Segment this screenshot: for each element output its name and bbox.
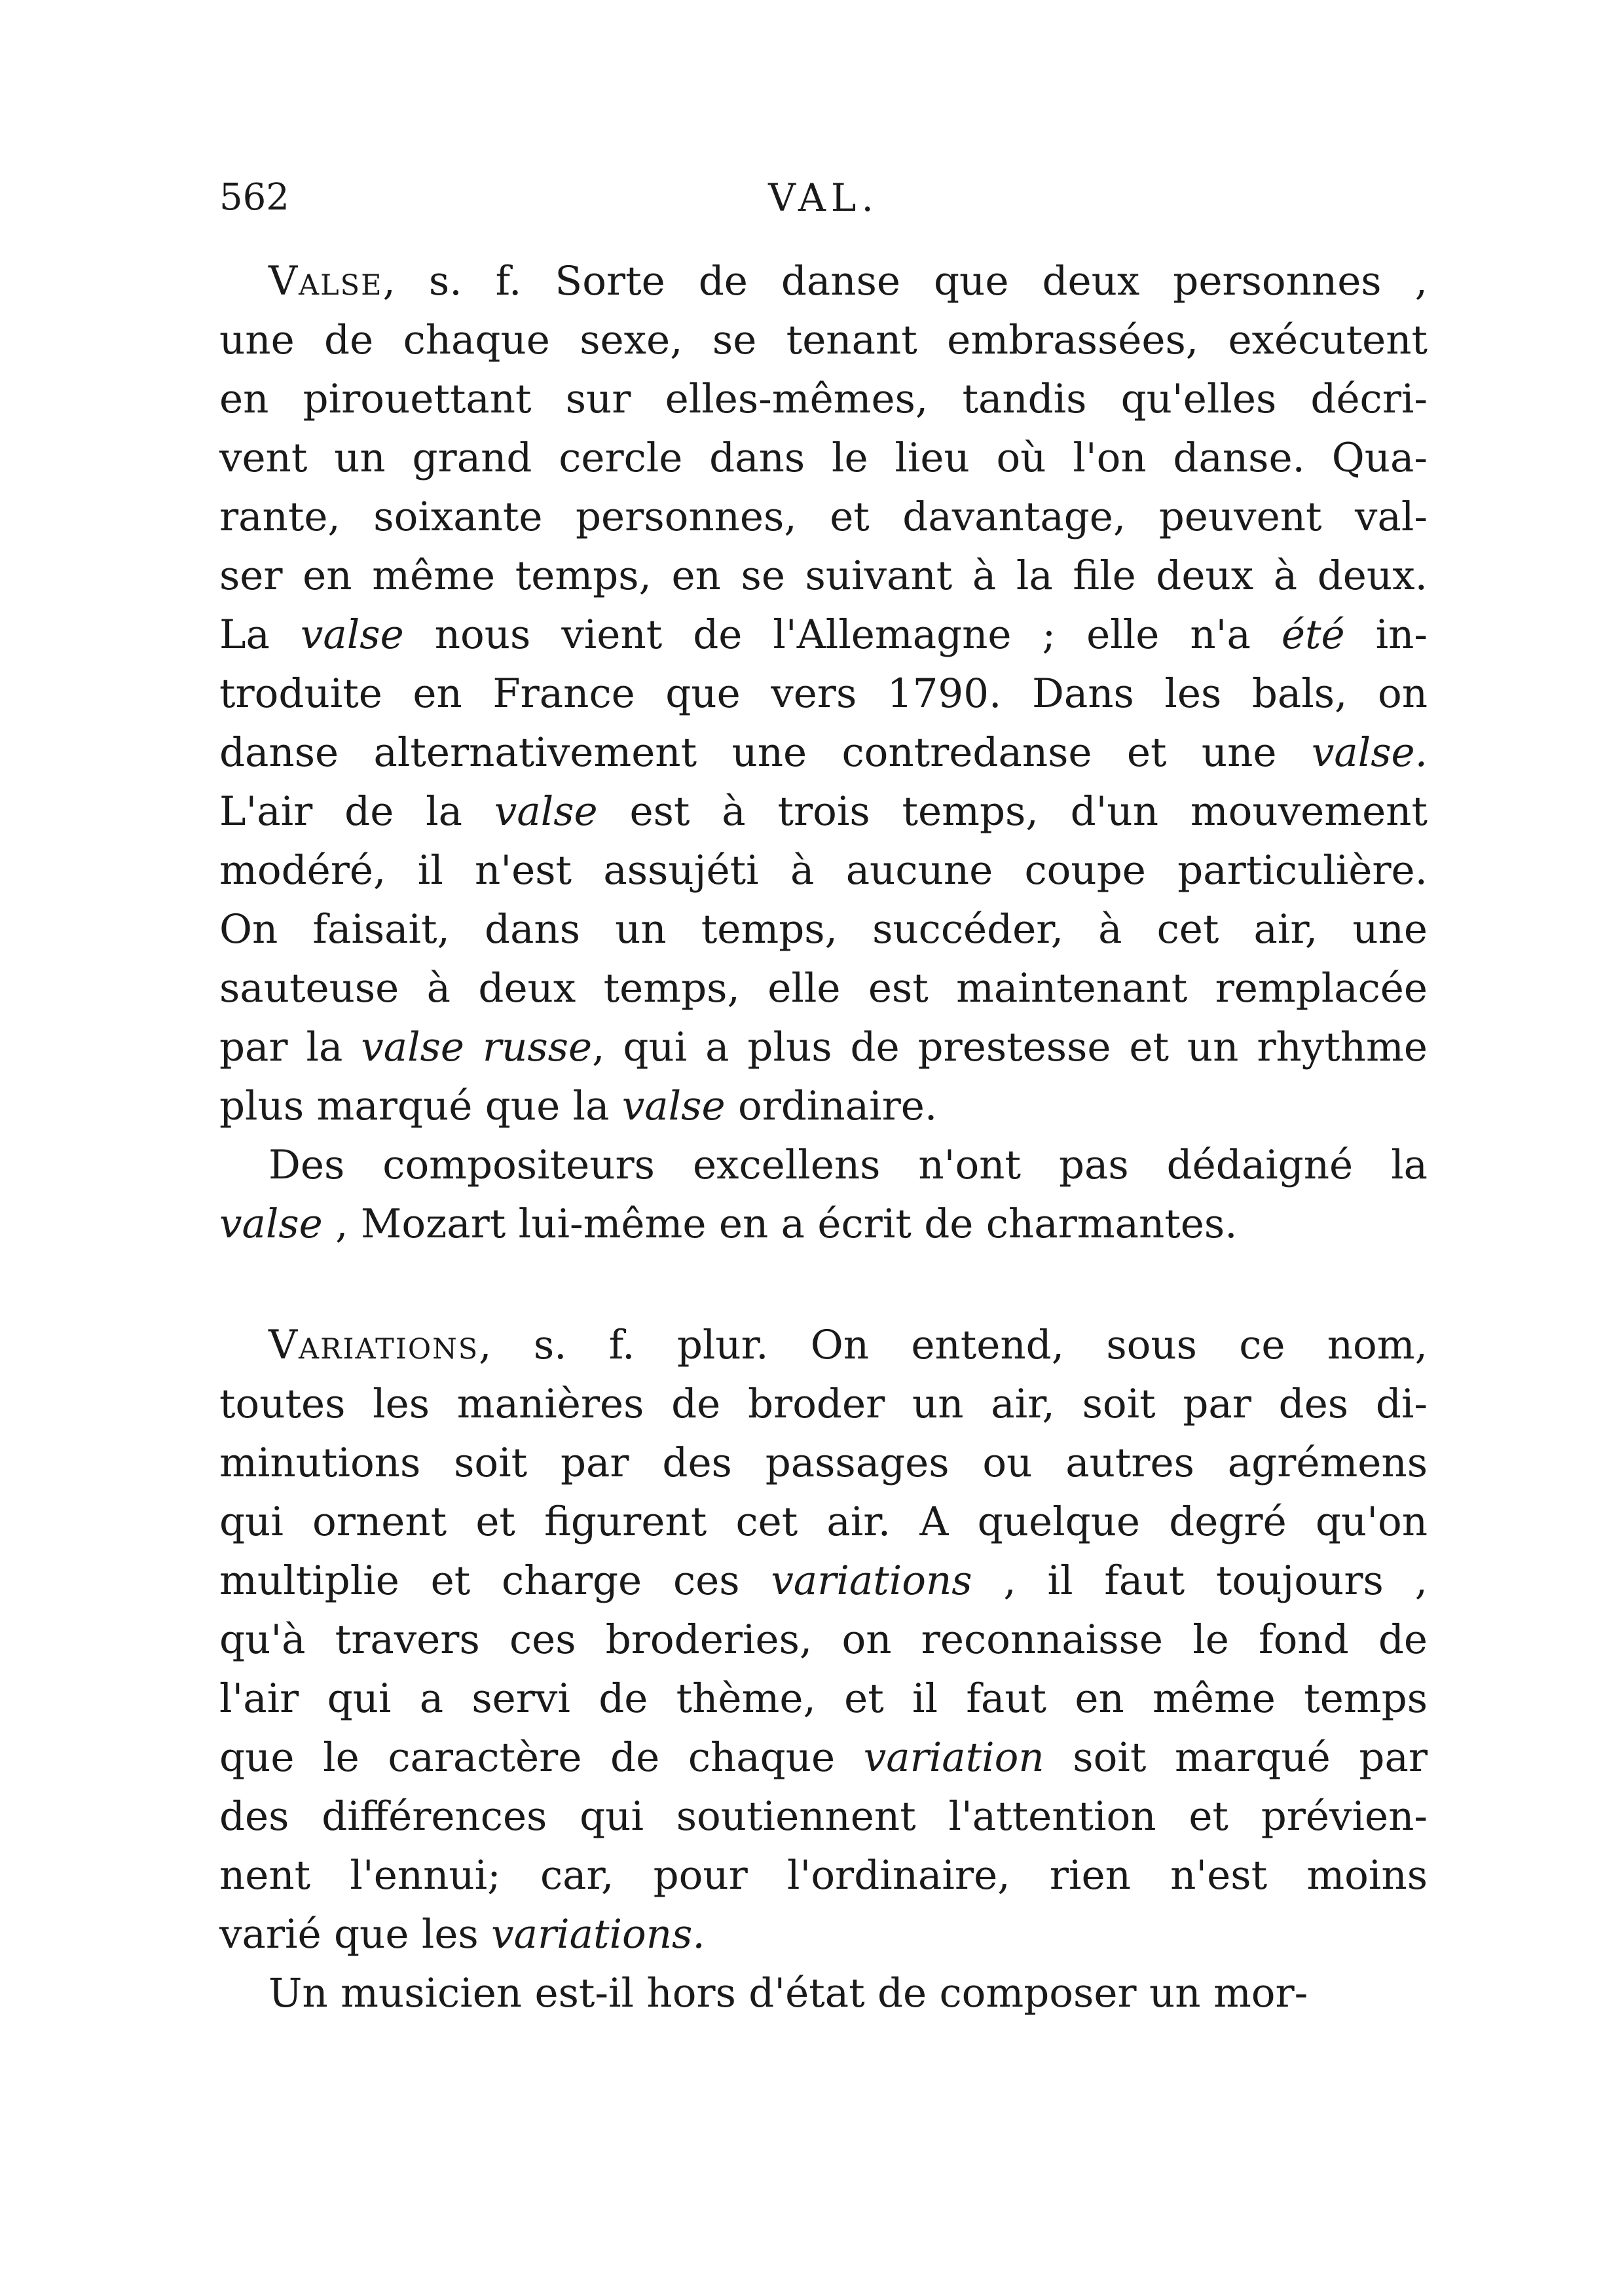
text-line <box>219 1846 1428 1905</box>
text-run: Un musicien est-il hors d'état de composer un mor- <box>268 1970 1308 2016</box>
text-run: que le caractère de chaque <box>219 1734 864 1781</box>
text-run: troduite en France que vers 1790. Dans les bals, on <box>219 670 1428 717</box>
text-line <box>219 782 1428 841</box>
text-run: toutes les manières de broder un air, soit par des di- <box>219 1381 1428 1427</box>
text-run: , s. f. Sorte de danse que deux personnes , <box>382 258 1428 304</box>
text-line <box>219 1964 1428 2023</box>
italic-term: variations. <box>491 1911 705 1958</box>
text-line <box>219 1316 1428 1375</box>
page-number: 562 <box>219 176 289 219</box>
entry-valse <box>219 252 1428 1254</box>
text-run: multiplie et charge ces <box>219 1558 771 1604</box>
paragraph <box>219 252 1428 1136</box>
text-line <box>219 1728 1428 1787</box>
text-run: nous vient de l'Allemagne ; elle n'a <box>403 611 1282 658</box>
text-line <box>219 547 1428 606</box>
italic-term: variation <box>863 1734 1044 1781</box>
text-line <box>219 841 1428 900</box>
text-run: soit marqué par <box>1044 1734 1428 1781</box>
text-run: qui ornent et figurent cet air. A quelque degré qu'on <box>219 1499 1428 1545</box>
page-header <box>219 172 1428 224</box>
italic-term: valse <box>219 1201 323 1247</box>
text-run: rante, soixante personnes, et davantage, peuvent val- <box>219 494 1428 540</box>
text-run: par la <box>219 1024 361 1070</box>
text-run: vent un grand cercle dans le lieu où l'on danse. Qua- <box>219 435 1428 481</box>
text-run: danse alternativement une contredanse et une <box>219 729 1312 776</box>
text-run: ser en même temps, en se suivant à la file deux à deux. <box>219 553 1428 599</box>
text-line <box>219 959 1428 1018</box>
text-line <box>219 429 1428 488</box>
text-line <box>219 1375 1428 1434</box>
headword: Variations <box>268 1322 479 1368</box>
text-run: La <box>219 611 301 658</box>
text-line <box>219 1136 1428 1195</box>
text-line <box>219 370 1428 429</box>
text-line <box>219 1787 1428 1846</box>
italic-term: valse <box>300 611 404 658</box>
italic-term: valse <box>621 1083 726 1129</box>
text-line <box>219 606 1428 665</box>
text-run: L'air de la <box>219 788 494 835</box>
text-line <box>219 665 1428 723</box>
text-line <box>219 1905 1428 1964</box>
text-run: minutions soit par des passages ou autres agrémens <box>219 1440 1428 1486</box>
paragraph <box>219 1964 1428 2023</box>
text-run: , qui a plus de prestesse et un rhythme <box>592 1024 1428 1070</box>
italic-term: valse <box>494 788 598 835</box>
text-run: ordinaire. <box>725 1083 938 1129</box>
text-run: sauteuse à deux temps, elle est maintenant remplacée <box>219 965 1428 1011</box>
text-line <box>219 1669 1428 1728</box>
text-line <box>219 1611 1428 1669</box>
text-run: en pirouettant sur elles-mêmes, tandis qu'elles décri- <box>219 376 1428 422</box>
text-line <box>219 1195 1428 1254</box>
text-line <box>219 1434 1428 1493</box>
text-run: On faisait, dans un temps, succéder, à cet air, une <box>219 906 1428 953</box>
italic-term: été <box>1281 611 1345 658</box>
text-line <box>219 723 1428 782</box>
text-line <box>219 1493 1428 1552</box>
text-run: qu'à travers ces broderies, on reconnaisse le fond de <box>219 1616 1428 1663</box>
text-line <box>219 252 1428 311</box>
text-line <box>219 900 1428 959</box>
text-run: , il faut toujours , <box>972 1558 1428 1604</box>
text-run: des différences qui soutiennent l'attention et prévien- <box>219 1793 1428 1840</box>
text-line <box>219 1018 1428 1077</box>
entry-variations <box>219 1316 1428 2023</box>
text-run: une de chaque sexe, se tenant embrassées, exécutent <box>219 317 1428 363</box>
text-run: nent l'ennui; car, pour l'ordinaire, rien n'est moins <box>219 1852 1428 1899</box>
text-run: modéré, il n'est assujéti à aucune coupe particulière. <box>219 847 1428 894</box>
text-run: varié que les <box>219 1911 492 1958</box>
text-run: , s. f. plur. On entend, sous ce nom, <box>479 1322 1428 1368</box>
italic-term: variations <box>771 1558 972 1604</box>
text-run: est à trois temps, d'un mouvement <box>597 788 1428 835</box>
italic-term: valse. <box>1311 729 1428 776</box>
running-head: VAL. <box>768 175 879 220</box>
text-run: in- <box>1344 611 1428 658</box>
headword: Valse <box>268 258 383 304</box>
text-line <box>219 1077 1428 1136</box>
text-line <box>219 488 1428 547</box>
italic-term: valse russe <box>361 1024 593 1070</box>
paragraph <box>219 1316 1428 1964</box>
text-line <box>219 311 1428 370</box>
text-line <box>219 1552 1428 1611</box>
text-run: , Mozart lui-même en a écrit de charmantes. <box>322 1201 1238 1247</box>
text-run: Des compositeurs excellens n'ont pas dédaigné la <box>268 1142 1428 1188</box>
paragraph <box>219 1136 1428 1254</box>
text-run: l'air qui a servi de thème, et il faut en même temps <box>219 1675 1428 1722</box>
text-run: plus marqué que la <box>219 1083 622 1129</box>
